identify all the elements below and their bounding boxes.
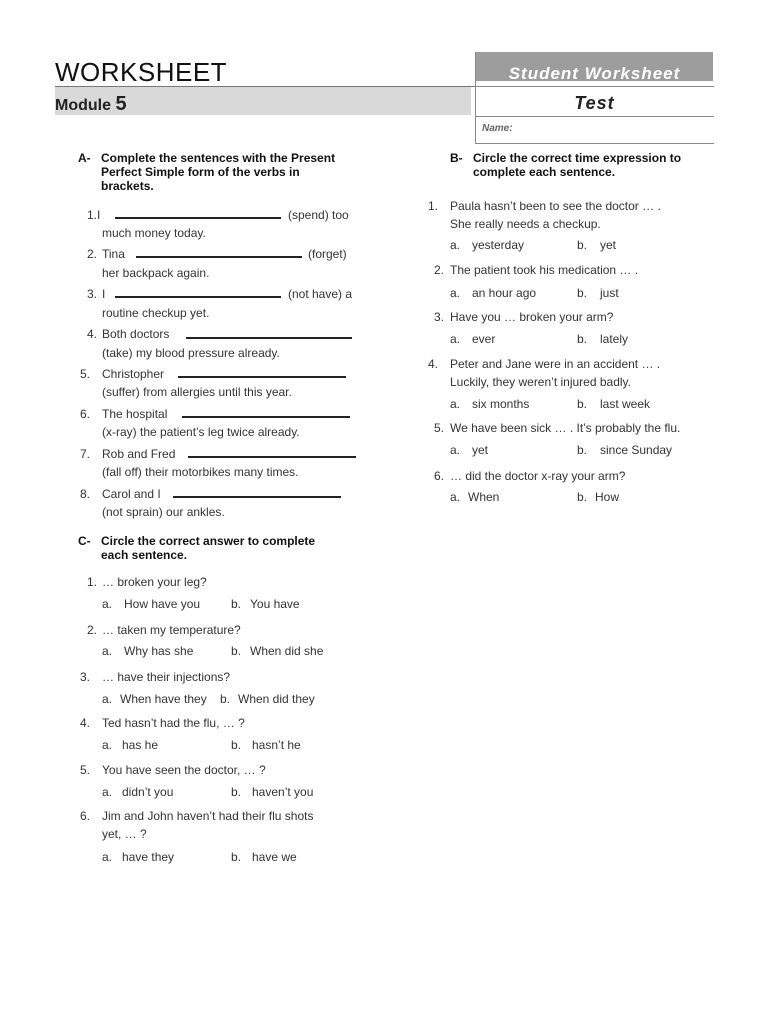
- option-a-label: a.: [102, 850, 113, 864]
- option-a[interactable]: have they: [122, 850, 175, 864]
- item-subject: Rob and Fred: [102, 447, 176, 461]
- item-number: 6.: [434, 469, 445, 483]
- item-question: Ted hasn’t had the flu, … ?: [102, 716, 245, 730]
- option-a[interactable]: Why has she: [124, 644, 194, 658]
- option-a-label: a.: [102, 597, 113, 611]
- item-number: 2.: [87, 623, 98, 637]
- option-a[interactable]: has he: [122, 738, 159, 752]
- option-a-label: a.: [102, 644, 113, 658]
- answer-blank[interactable]: [178, 376, 346, 378]
- item-number: 3.: [80, 670, 91, 684]
- instruction-line: Circle the correct time expression to: [473, 151, 682, 165]
- item-rest: (not sprain) our ankles.: [102, 505, 225, 519]
- item-question-cont: She really needs a checkup.: [450, 217, 601, 231]
- option-b[interactable]: since Sunday: [600, 443, 673, 457]
- instruction-line: Circle the correct answer to complete: [101, 534, 316, 548]
- item-rest: (x-ray) the patient’s leg twice already.: [102, 425, 300, 439]
- item-subject: I: [97, 208, 101, 222]
- header-box-line: [476, 86, 714, 87]
- answer-blank[interactable]: [188, 456, 356, 458]
- item-number: 5.: [434, 421, 445, 435]
- answer-blank[interactable]: [182, 416, 350, 418]
- module-word: Module: [55, 97, 111, 114]
- item-rest: (take) my blood pressure already.: [102, 346, 280, 360]
- item-number: 6.: [80, 407, 91, 421]
- test-label: Test: [574, 93, 615, 113]
- option-b[interactable]: haven’t you: [252, 785, 314, 799]
- worksheet-title: WORKSHEET: [55, 57, 228, 87]
- option-b-label: b.: [577, 443, 588, 457]
- item-number: 8.: [80, 487, 91, 501]
- option-a-label: a.: [450, 332, 461, 346]
- section-a-instruction: [101, 151, 335, 193]
- item-question: Have you … broken your arm?: [450, 310, 614, 324]
- option-a[interactable]: ever: [472, 332, 496, 346]
- option-a-label: a.: [102, 738, 113, 752]
- item-number: 5.: [80, 763, 91, 777]
- item-question: … broken your leg?: [102, 575, 207, 589]
- answer-blank[interactable]: [136, 256, 302, 258]
- item-rest: (fall off) their motorbikes many times.: [102, 465, 299, 479]
- option-a[interactable]: yesterday: [472, 238, 525, 252]
- item-question: You have seen the doctor, … ?: [102, 763, 266, 777]
- item-subject: Tina: [102, 247, 125, 261]
- option-a-label: a.: [450, 238, 461, 252]
- option-b-label: b.: [577, 490, 588, 504]
- item-verb: (spend) too: [288, 208, 349, 222]
- item-verb: (forget): [308, 247, 347, 261]
- item-question-cont: yet, … ?: [102, 827, 147, 841]
- option-a-label: a.: [450, 286, 461, 300]
- option-b-label: b.: [577, 332, 588, 346]
- option-a[interactable]: When have they: [120, 692, 207, 706]
- item-question: … have their injections?: [102, 670, 231, 684]
- item-number: 1.: [87, 575, 98, 589]
- instruction-line: each sentence.: [101, 548, 188, 562]
- option-b-label: b.: [577, 286, 588, 300]
- item-subject: I: [102, 287, 106, 301]
- instruction-line: Complete the sentences with the Present: [101, 151, 336, 165]
- item-subject: Both doctors: [102, 327, 170, 341]
- option-b[interactable]: yet: [600, 238, 617, 252]
- item-number: 4.: [87, 327, 98, 341]
- item-number: 2.: [434, 263, 445, 277]
- item-question: Jim and John haven’t had their flu shots: [102, 809, 314, 823]
- option-a[interactable]: yet: [472, 443, 489, 457]
- answer-blank[interactable]: [115, 296, 281, 298]
- item-number: 6.: [80, 809, 91, 823]
- option-a[interactable]: six months: [472, 397, 530, 411]
- option-a[interactable]: an hour ago: [472, 286, 537, 300]
- instruction-line: Perfect Simple form of the verbs in: [101, 165, 300, 179]
- option-b-label: b.: [231, 597, 242, 611]
- instruction-line: brackets.: [101, 179, 154, 193]
- option-a-label: a.: [102, 692, 113, 706]
- header-box-line: [476, 116, 714, 117]
- item-number: 7.: [80, 447, 91, 461]
- module-label: [55, 93, 127, 116]
- item-number: 3.: [434, 310, 445, 324]
- option-a-label: a.: [102, 785, 113, 799]
- option-b-label: b.: [231, 850, 242, 864]
- item-number: 2.: [87, 247, 98, 261]
- item-question-cont: Luckily, they weren’t injured badly.: [450, 375, 631, 389]
- item-number: 5.: [80, 367, 91, 381]
- item-question: … taken my temperature?: [102, 623, 241, 637]
- student-worksheet-label: Student Worksheet: [508, 64, 681, 83]
- option-b-label: b.: [231, 785, 242, 799]
- item-rest: routine checkup yet.: [102, 306, 210, 320]
- item-rest: her backpack again.: [102, 266, 210, 280]
- instruction-line: complete each sentence.: [473, 165, 616, 179]
- option-b[interactable]: When did she: [250, 644, 324, 658]
- item-number: 1.: [87, 208, 98, 222]
- item-rest: much money today.: [102, 226, 206, 240]
- option-a[interactable]: How have you: [124, 597, 201, 611]
- option-a-label: a.: [450, 443, 461, 457]
- section-b-letter: B-: [450, 151, 463, 165]
- item-subject: The hospital: [102, 407, 168, 421]
- item-rest: (suffer) from allergies until this year.: [102, 385, 292, 399]
- option-b[interactable]: lately: [600, 332, 629, 346]
- name-line: [476, 143, 714, 144]
- option-b[interactable]: You have: [250, 597, 300, 611]
- answer-blank[interactable]: [186, 337, 352, 339]
- option-b[interactable]: hasn’t he: [252, 738, 301, 752]
- option-b-label: b.: [220, 692, 231, 706]
- option-b-label: b.: [577, 397, 588, 411]
- option-b[interactable]: When did they: [238, 692, 315, 706]
- option-b[interactable]: How: [595, 490, 620, 504]
- item-verb: (not have) a: [288, 287, 353, 301]
- answer-blank[interactable]: [173, 496, 341, 498]
- item-question: Peter and Jane were in an accident … .: [450, 357, 661, 371]
- module-number: 5: [115, 93, 127, 115]
- section-b-instruction: [473, 151, 681, 179]
- item-question: We have been sick … . It’s probably the flu.: [450, 421, 681, 435]
- section-c-letter: C-: [78, 534, 91, 548]
- option-a[interactable]: When: [468, 490, 500, 504]
- item-subject: Christopher: [102, 367, 165, 381]
- item-number: 3.: [87, 287, 98, 301]
- section-a-letter: A-: [78, 151, 91, 165]
- option-b[interactable]: just: [600, 286, 619, 300]
- item-number: 4.: [80, 716, 91, 730]
- option-a[interactable]: didn’t you: [122, 785, 174, 799]
- item-question: … did the doctor x-ray your arm?: [450, 469, 626, 483]
- item-question: Paula hasn’t been to see the doctor … .: [450, 199, 661, 213]
- item-number: 1.: [428, 199, 439, 213]
- answer-blank[interactable]: [115, 217, 281, 219]
- item-subject: Carol and I: [102, 487, 161, 501]
- option-b[interactable]: last week: [600, 397, 651, 411]
- option-b[interactable]: have we: [252, 850, 297, 864]
- option-a-label: a.: [450, 397, 461, 411]
- name-label: Name:: [482, 123, 513, 134]
- option-b-label: b.: [231, 738, 242, 752]
- option-b-label: b.: [231, 644, 242, 658]
- section-c-instruction: [101, 534, 315, 562]
- option-b-label: b.: [577, 238, 588, 252]
- item-question: The patient took his medication … .: [450, 263, 639, 277]
- item-number: 4.: [428, 357, 439, 371]
- option-a-label: a.: [450, 490, 461, 504]
